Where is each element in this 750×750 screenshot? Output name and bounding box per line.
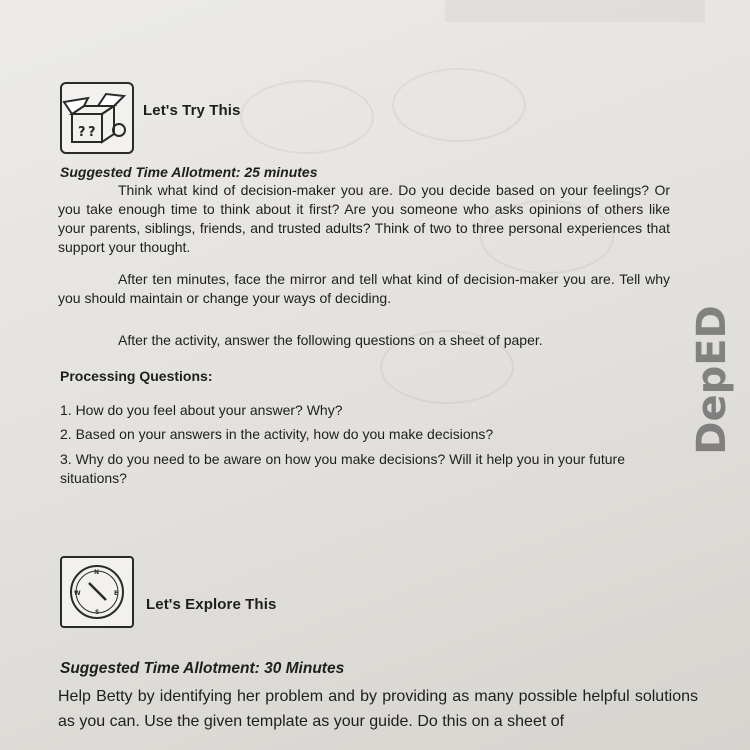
compass-letter-n: N: [94, 569, 100, 576]
compass-icon: [60, 556, 134, 628]
bleed-through-shape: [392, 68, 526, 142]
bleed-through-header: [445, 0, 705, 22]
bleed-through-shape: [240, 80, 374, 154]
lets-try-time-allotment: Suggested Time Allotment: 25 minutes: [60, 164, 318, 180]
lets-try-heading: Let's Try This: [143, 102, 241, 119]
svg-text:?: ?: [88, 125, 96, 140]
svg-text:?: ?: [78, 125, 86, 140]
compass-letter-s: S: [95, 609, 100, 616]
processing-question-1: 1. How do you feel about your answer? Why?: [60, 402, 343, 418]
compass-letter-e: E: [114, 590, 119, 597]
compass-letter-w: W: [74, 590, 81, 597]
box-icon: [60, 82, 134, 154]
processing-question-3: 3. Why do you need to be aware on how you make decisions? Will it help you in your future situations?: [60, 451, 625, 486]
deped-watermark: [682, 300, 742, 460]
lets-try-paragraph-2: After ten minutes, face the mirror and tell what kind of decision-maker you are. Tell why you should maintain or change your ways of deciding.: [58, 271, 670, 306]
lets-try-paragraph-3: After the activity, answer the following questions on a sheet of paper.: [118, 332, 543, 348]
lets-try-paragraph-1: Think what kind of decision-maker you are. Do you decide based on your feelings? Or you take enough time to think about it first? Are you someone who asks opinions of others like your parents, siblings, friends, and trusted adults? Think of two to three personal experiences that support your thought.: [58, 182, 670, 255]
processing-questions-title: Processing Questions:: [60, 368, 213, 384]
lets-explore-heading: Let's Explore This: [146, 596, 277, 613]
lets-explore-time-allotment: Suggested Time Allotment: 30 Minutes: [60, 660, 345, 677]
lets-explore-paragraph: Help Betty by identifying her problem and by providing as many possible helpful solutions as you can. Use the given template as your guide. Do this on a sheet of: [58, 688, 698, 730]
deped-watermark-text: DepED: [689, 305, 735, 455]
processing-question-2: 2. Based on your answers in the activity, how do you make decisions?: [60, 426, 494, 442]
